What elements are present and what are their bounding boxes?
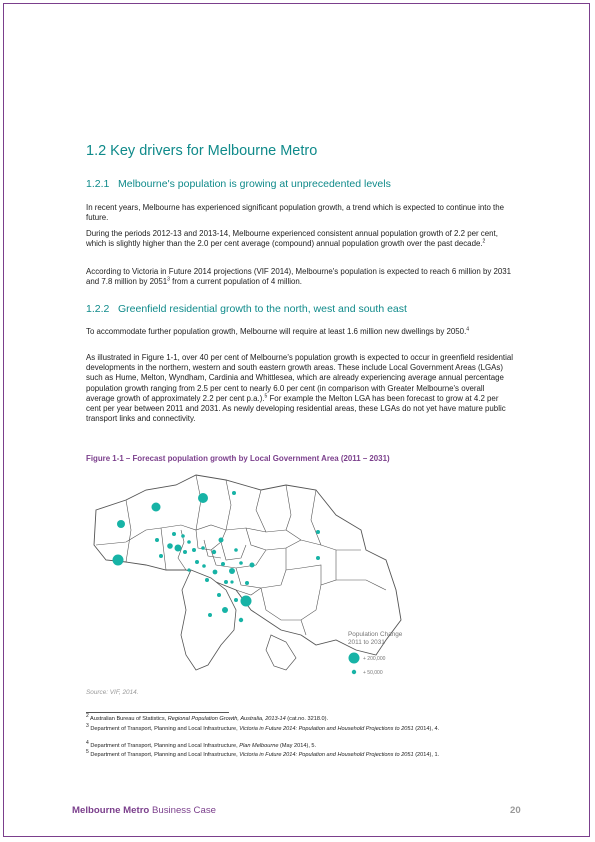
bubble [172, 532, 176, 536]
footnote-2 [86, 713, 516, 723]
footnote-title: Plan Melbourne [239, 743, 279, 749]
bubble [221, 562, 225, 566]
bubble [316, 556, 320, 560]
page-number: 20 [510, 805, 521, 816]
bubble [234, 548, 238, 552]
subsection-number: 1.2.2 [86, 303, 110, 315]
footnote-text: Department of Transport, Planning and Local Infrastructure, [88, 752, 240, 758]
bubble [245, 581, 249, 585]
paragraph [86, 327, 514, 337]
footer-title-plain: Business Case [149, 805, 216, 816]
subsection-heading-1-2-1 [86, 178, 391, 190]
paragraph-text: To accommodate further population growth, Melbourne will require at least 1.6 million new dwellings by 2050. [86, 327, 467, 336]
footnote-ref[interactable]: 5 [264, 393, 268, 400]
bubble [167, 543, 173, 549]
subsection-title: Melbourne's population is growing at unprecedented levels [118, 178, 391, 190]
legend-large-label: + 200,000 [363, 656, 386, 662]
bubble [219, 538, 224, 543]
bubble [217, 593, 221, 597]
figure-source: Source: VIF, 2014. [86, 689, 139, 696]
footnote-divider [86, 712, 229, 713]
footnote-ref[interactable]: 2 [482, 238, 486, 245]
bubble [187, 540, 191, 544]
legend-title: Population Change [348, 631, 403, 638]
bubble [152, 503, 161, 512]
subsection-number: 1.2.1 [86, 178, 110, 190]
paragraph-text: As illustrated in Figure 1-1, over 40 per cent of Melbourne's population growth is expected to occur in greenfield residential developments in the northern, western and south eastern growth areas. These include Local Government Areas (LGAs) such as Hume, Melton, Wyndham, Cardinia and Whittlesea, which are already experiencing average annual percentage population growth ranging from 2.5 per cent to nearly 6.0 per cent (in comparison with Greater Melbourne's overall average growth of approximately 2.2 per cent p.a.). [86, 353, 513, 403]
section-heading: 1.2 Key drivers for Melbourne Metro [86, 143, 318, 159]
bubble [113, 555, 124, 566]
footnote-text: (cat.no. 3218.0). [285, 716, 329, 722]
bubble [208, 613, 212, 617]
footnote-title: Regional Population Growth, Australia, 2013-14 [167, 716, 286, 722]
footnote-number: 3 [86, 723, 89, 730]
bubble [187, 568, 190, 571]
bubble [159, 554, 163, 558]
footnote-text: Australian Bureau of Statistics, [88, 716, 168, 722]
footnote-text: Department of Transport, Planning and Local Infrastructure, [88, 726, 240, 732]
bubble [117, 520, 125, 528]
bubble [316, 530, 320, 534]
bubble [239, 618, 243, 622]
paragraph-text: In recent years, Melbourne has experienced significant population growth, a trend which is expected to continue into the future. [86, 203, 505, 223]
footnote-text: (May 2014), 5. [278, 743, 317, 749]
bubble [195, 560, 199, 564]
footnote-text: (2014), 1. [413, 752, 440, 758]
bubble [198, 493, 208, 503]
paragraph [86, 203, 514, 223]
footnote-5 [86, 749, 516, 759]
bubble [250, 563, 255, 568]
footer-title-bold: Melbourne Metro [72, 805, 150, 816]
bubble [201, 546, 205, 550]
footnote-ref[interactable]: 3 [167, 276, 170, 283]
bubble [222, 607, 228, 613]
bubble [175, 545, 182, 552]
bubble [229, 568, 235, 574]
legend-small-bubble [352, 670, 356, 674]
legend-small-label: + 50,000 [363, 670, 383, 676]
paragraph [86, 229, 514, 249]
bubble [213, 570, 218, 575]
footnote-text: (2014), 4. [413, 726, 440, 732]
paragraph-text: For example the Melton LGA has been forecast to grow at 4.2 per cent per year between 2011 and 2031. As newly developing residential areas, these LGAs do not yet have mature public transport links and connectivity. [86, 393, 506, 424]
bubble [224, 580, 228, 584]
bubble [202, 564, 206, 568]
bubble [230, 580, 233, 583]
subsection-heading-1-2-2 [86, 303, 407, 315]
legend-subtitle: 2011 to 2031 [348, 639, 385, 646]
footnote-4 [86, 740, 516, 750]
bubble [234, 598, 238, 602]
paragraph-text: from a current population of 4 million. [169, 277, 302, 287]
paragraph-text: According to Victoria in Future 2014 projections (VIF 2014), Melbourne's population is expected to reach 6 million by 2031 and 7.8 million by 2051 [86, 267, 512, 287]
legend-large-bubble [349, 653, 360, 664]
figure-caption: Figure 1-1 – Forecast population growth by Local Government Area (2011 – 2031) [86, 454, 390, 463]
paragraph [86, 353, 514, 424]
bubble [192, 548, 196, 552]
footnote-title: Victoria in Future 2014: Population and Household Projections to 2051 [239, 752, 414, 758]
bubble [155, 538, 159, 542]
footnote-3 [86, 723, 516, 733]
footnote-text: Department of Transport, Planning and Local Infrastructure, [88, 743, 240, 749]
bubble [232, 491, 236, 495]
paragraph-text: During the periods 2012-13 and 2013-14, Melbourne experienced consistent annual population growth of 2.2 per cent, which is slightly higher than the 2.0 per cent average (compound) annual population growth over the past decade. [86, 229, 498, 249]
bubble [241, 596, 252, 607]
footnote-title: Victoria in Future 2014: Population and Household Projections to 2051 [239, 726, 414, 732]
lga-population-map [86, 470, 412, 684]
subsection-title: Greenfield residential growth to the north, west and south east [118, 303, 407, 315]
paragraph [86, 267, 514, 287]
bubble [212, 550, 216, 554]
bubble [205, 578, 209, 582]
bubble [183, 550, 187, 554]
footnote-ref[interactable]: 4 [466, 326, 470, 333]
footnote-number: 4 [86, 740, 89, 747]
footnote-number: 5 [86, 749, 89, 756]
footnote-number: 2 [86, 713, 89, 720]
bubble [239, 561, 243, 565]
bubble [181, 534, 185, 538]
footer-document-title [72, 805, 216, 816]
